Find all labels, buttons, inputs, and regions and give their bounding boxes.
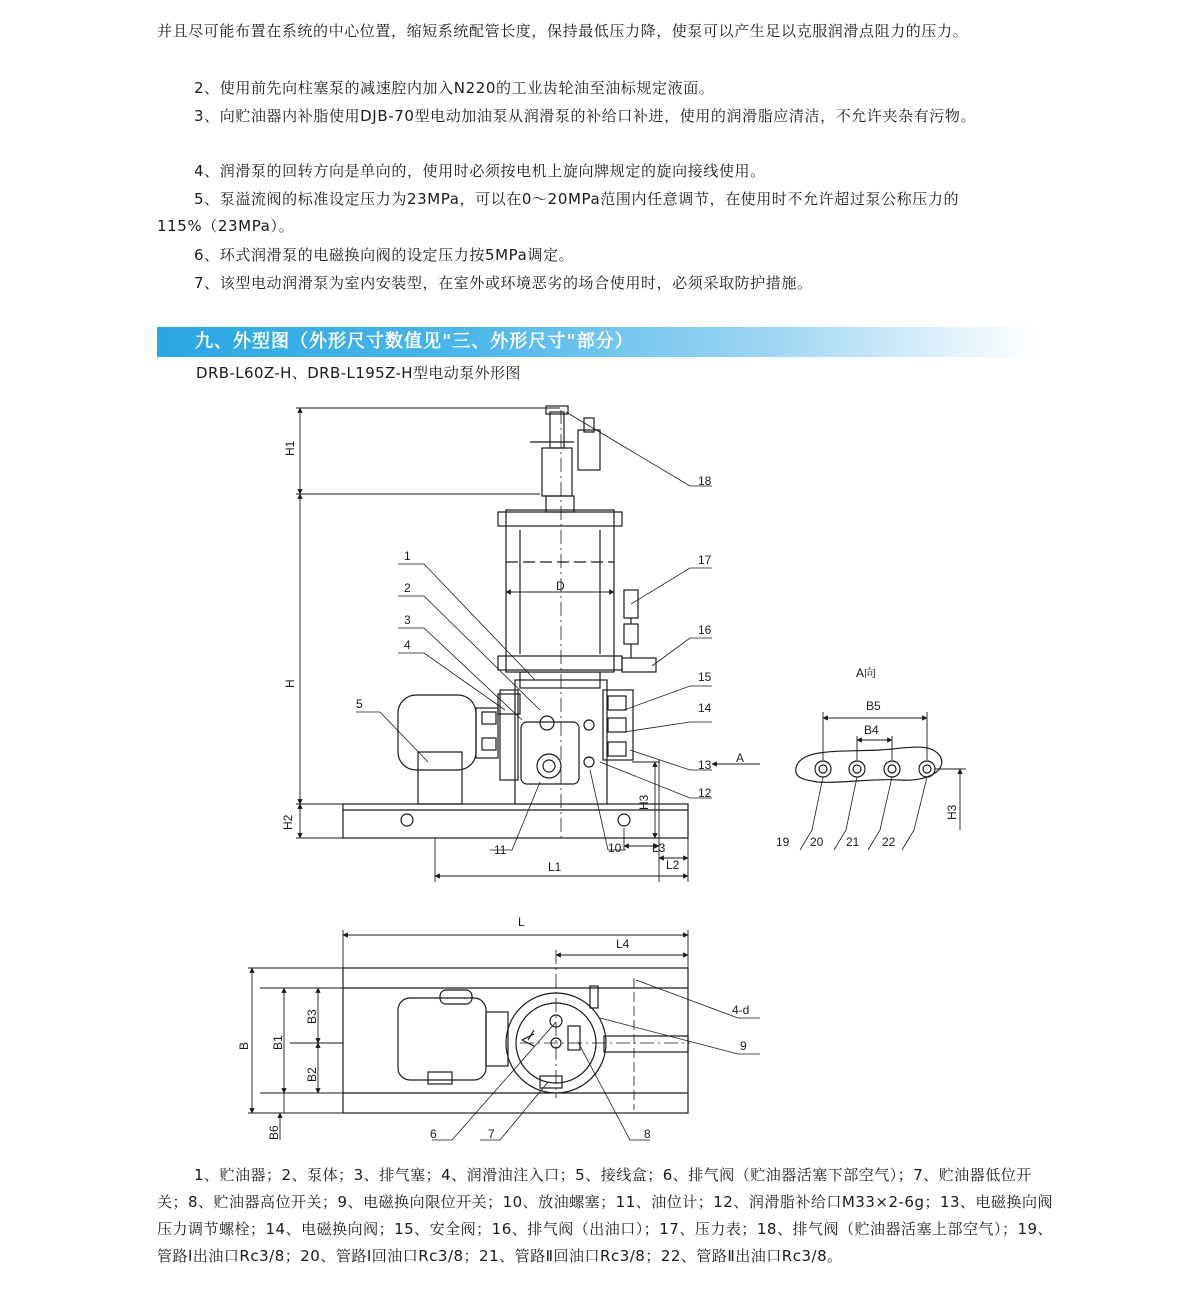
a-direction-view — [796, 712, 966, 850]
callout-18: 18 — [698, 474, 712, 488]
callout-20: 20 — [810, 835, 824, 849]
callout-7: 7 — [488, 1127, 495, 1141]
plan-view — [343, 950, 690, 1113]
a-view-title: A向 — [856, 666, 877, 680]
figure-caption: DRB-L60Z-H、DRB-L195Z-H型电动泵外形图 — [196, 364, 521, 382]
callout-8: 8 — [644, 1127, 651, 1141]
callout-22: 22 — [882, 835, 896, 849]
dim-b3-label: B3 — [305, 1009, 319, 1024]
paragraph-item-6: 6、环式润滑泵的电磁换向阀的设定压力按5MPa调定。 — [194, 246, 575, 264]
callout-2: 2 — [404, 581, 411, 595]
parts-legend: 1、贮油器；2、泵体；3、排气塞；4、润滑油注入口；5、接线盒；6、排气阀（贮油器活塞下部空气）；7、贮油器低位开关；8、贮油器高位开关；9、电磁换向限位开关；10、放油螺塞；11、油位计；12、润滑脂补给口M33×2-6g；13、电磁换向阀压力调节螺栓；14、电磁换向阀；15、安全阀；16、排气阀（出油口）；17、压力表；18、排气阀（贮油器活塞上部空气）；19、管路Ⅰ出油口Rc3/8；20、管路Ⅰ回油口Rc3/8；21、管路Ⅱ回油口Rc3/8；22、管路Ⅱ出油口Rc3/8。 — [157, 1166, 1054, 1265]
callout-12: 12 — [698, 786, 712, 800]
dim-b1-label: B1 — [271, 1035, 285, 1050]
direction-a-label: A — [736, 751, 745, 765]
dim-h3-label: H3 — [637, 794, 651, 810]
callout-13: 13 — [698, 758, 712, 772]
dim-l3-label: L3 — [652, 841, 666, 855]
callout-11: 11 — [494, 843, 507, 857]
dim-4d-label: 4-d — [732, 1003, 750, 1017]
callout-17: 17 — [698, 553, 712, 567]
paragraph-continuation: 并且尽可能布置在系统的中心位置，缩短系统配管长度，保持最低压力降，使泵可以产生足以克服润滑点阻力的压力。 — [157, 22, 969, 40]
dim-d-label: D — [556, 579, 565, 593]
dim-l4-label: L4 — [616, 937, 630, 951]
dim-h1-label: H1 — [283, 440, 297, 456]
paragraph-item-5: 5、泵溢流阀的标准设定压力为23MPa，可以在0～20MPa范围内任意调节，在使用时不允许超过泵公称压力的115%（23MPa）。 — [157, 190, 960, 235]
pump-outline-drawing — [0, 390, 1200, 1160]
dim-b2-label: B2 — [305, 1067, 319, 1082]
paragraph-item-2: 2、使用前先向柱塞泵的减速腔内加入N220的工业齿轮油至油标规定液面。 — [194, 79, 715, 97]
callout-21: 21 — [846, 835, 860, 849]
callout-16: 16 — [698, 623, 712, 637]
callout-10: 10 — [608, 841, 622, 855]
paragraph-item-7: 7、该型电动润滑泵为室内安装型，在室外或环境恶劣的场合使用时，必须采取防护措施。 — [194, 274, 813, 292]
callout-19: 19 — [776, 835, 790, 849]
callout-5: 5 — [356, 697, 363, 711]
paragraph-item-3: 3、向贮油器内补脂使用DJB-70型电动加油泵从润滑泵的补给口补进，使用的润滑脂应清洁，不允许夹杂有污物。 — [194, 107, 977, 125]
front-view — [343, 406, 688, 840]
callout-15: 15 — [698, 670, 712, 684]
dim-h-label: H — [283, 679, 297, 688]
section-banner — [157, 327, 1037, 357]
callout-14: 14 — [698, 701, 712, 715]
callout-3: 3 — [404, 613, 411, 627]
callout-6: 6 — [430, 1127, 437, 1141]
section-title: 九、外型图（外形尺寸数值见"三、外形尺寸"部分） — [195, 331, 634, 352]
dim-h3-a-view-label: H3 — [945, 804, 959, 820]
dim-b-label: B — [237, 1041, 251, 1050]
plan-view-leaders — [432, 980, 760, 1140]
plan-view-dimensions — [248, 930, 688, 1140]
dim-b4-label: B4 — [864, 723, 879, 737]
dim-l-label: L — [518, 915, 525, 929]
dim-l1-label: L1 — [548, 860, 562, 874]
dim-l2-label: L2 — [666, 858, 680, 872]
callout-1: 1 — [404, 549, 411, 563]
callout-4: 4 — [404, 638, 411, 652]
paragraph-item-4: 4、润滑泵的回转方向是单向的，使用时必须按电机上旋向牌规定的旋向接线使用。 — [194, 162, 766, 180]
dim-h2-label: H2 — [281, 814, 295, 830]
callout-9: 9 — [740, 1039, 747, 1053]
dim-b5-label: B5 — [866, 699, 881, 713]
dim-b6-label: B6 — [267, 1125, 281, 1140]
